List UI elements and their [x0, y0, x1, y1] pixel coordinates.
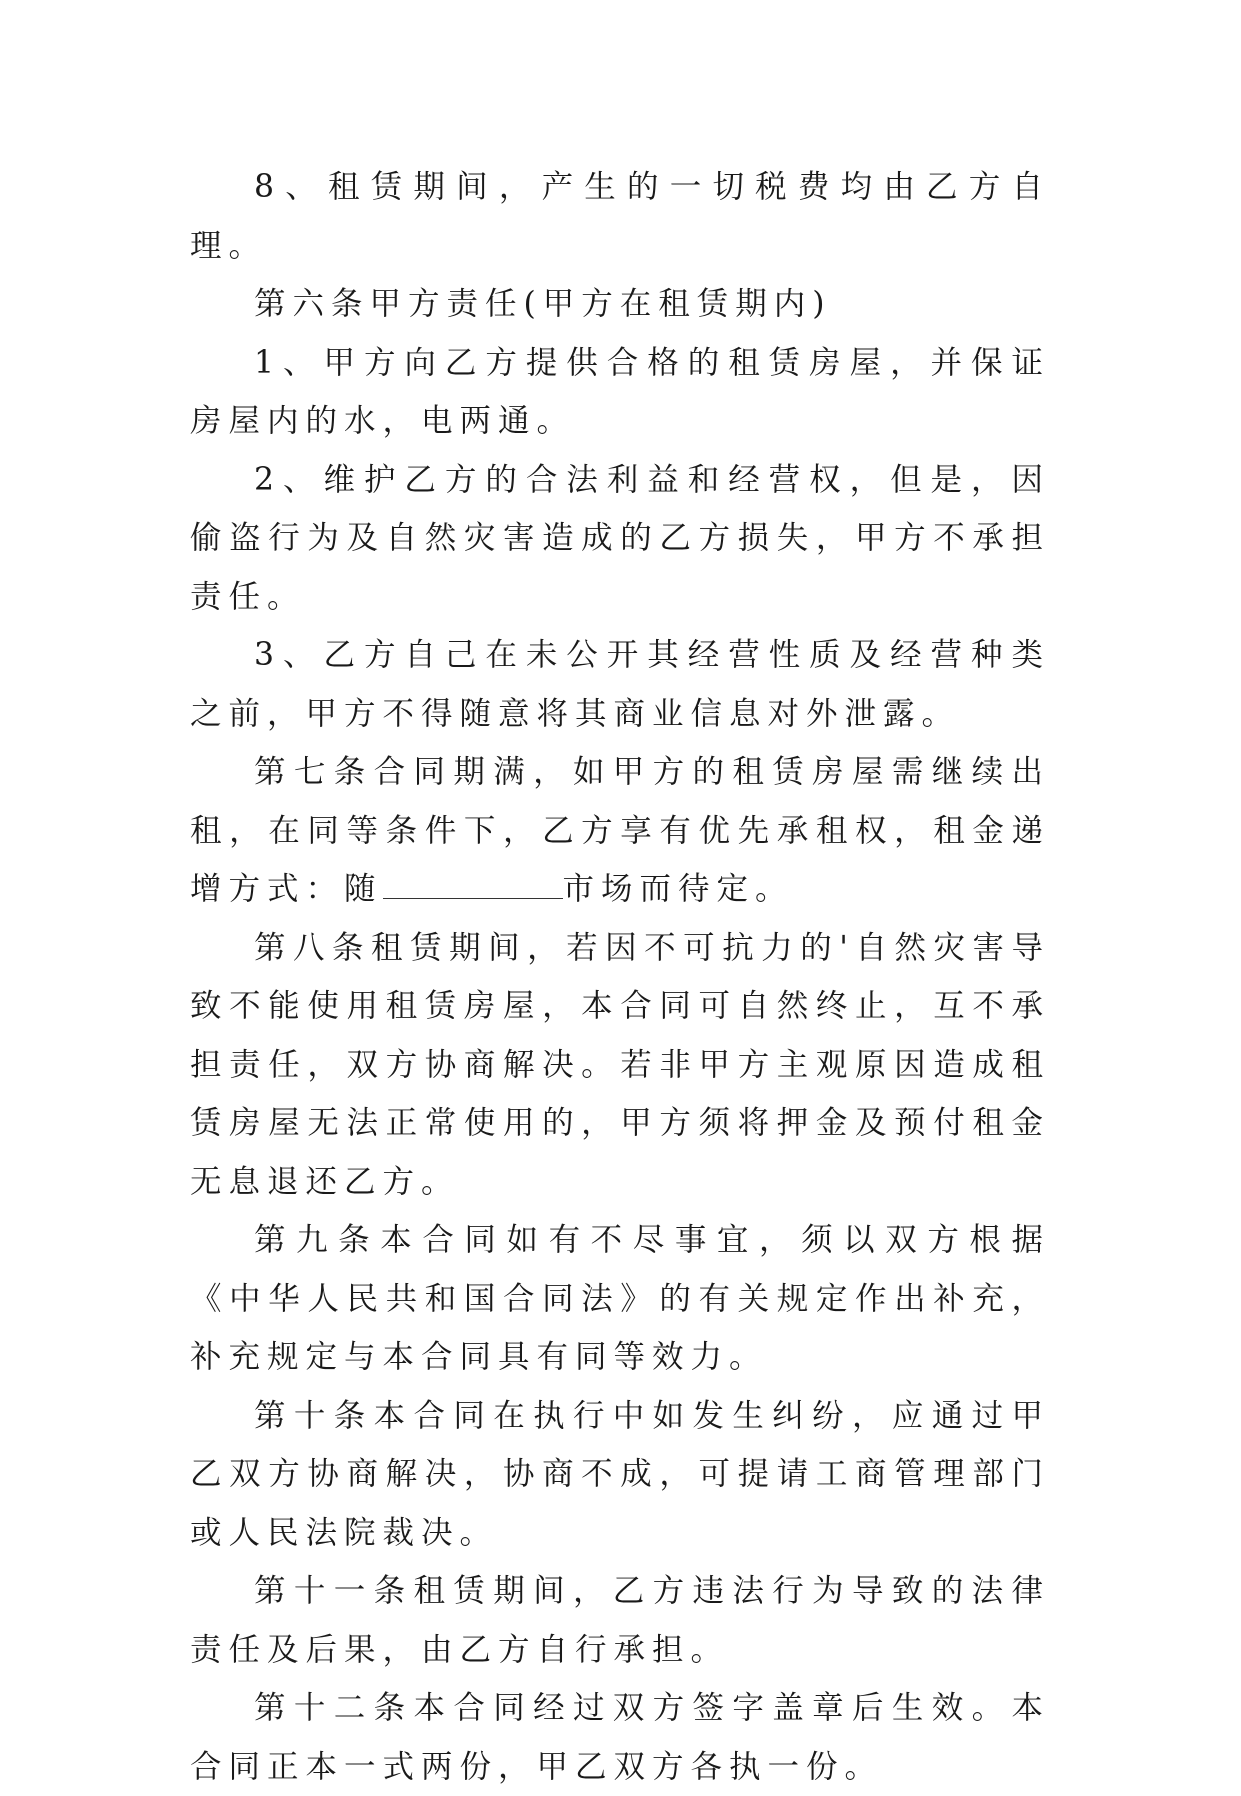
paragraph-article-6-heading: 第六条甲方责任(甲方在租赁期内) [254, 286, 832, 322]
paragraph-article-6-item-2: 2、维护乙方的合法利益和经营权，但是，因偷盗行为及自然灾害造成的乙方损失，甲方不承担责任。 [190, 461, 1050, 615]
paragraph-article-6-item-3: 3、乙方自己在未公开其经营性质及经营种类之前，甲方不得随意将其商业信息对外泄露。 [190, 637, 1050, 732]
paragraph-article-6-item-1: 1、甲方向乙方提供合格的租赁房屋，并保证房屋内的水，电两通。 [190, 344, 1050, 439]
paragraph-article-7 [190, 743, 1050, 919]
paragraph-article-10: 第十条本合同在执行中如发生纠纷，应通过甲乙双方协商解决，协商不成，可提请工商管理部门或人民法院裁决。 [190, 1397, 1050, 1551]
paragraph-tax-clause: 8、租赁期间，产生的一切税费均由乙方自理。 [190, 169, 1050, 264]
article-7-text: 第七条合同期满，如甲方的租赁房屋需继续出租，在同等条件下，乙方享有优先承租权，租金递增方式：随 [190, 754, 1050, 907]
fill-in-blank-line [383, 864, 563, 899]
paragraph-article-9: 第九条本合同如有不尽事宜，须以双方根据《中华人民共和国合同法》的有关规定作出补充，补充规定与本合同具有同等效力。 [190, 1222, 1050, 1375]
paragraph-article-8: 第八条租赁期间，若因不可抗力的'自然灾害导致不能使用租赁房屋，本合同可自然终止，互不承担责任，双方协商解决。若非甲方主观原因造成租赁房屋无法正常使用的，甲方须将押金及预付租金无息退还乙方。 [190, 929, 1050, 1200]
article-7-tail: 市场而待定。 [562, 871, 794, 907]
contract-body [190, 158, 1050, 1796]
paragraph-article-12: 第十二条本合同经过双方签字盖章后生效。本合同正本一式两份，甲乙双方各执一份。 [190, 1690, 1050, 1785]
paragraph-article-11: 第十一条租赁期间，乙方违法行为导致的法律责任及后果，由乙方自行承担。 [190, 1573, 1050, 1668]
